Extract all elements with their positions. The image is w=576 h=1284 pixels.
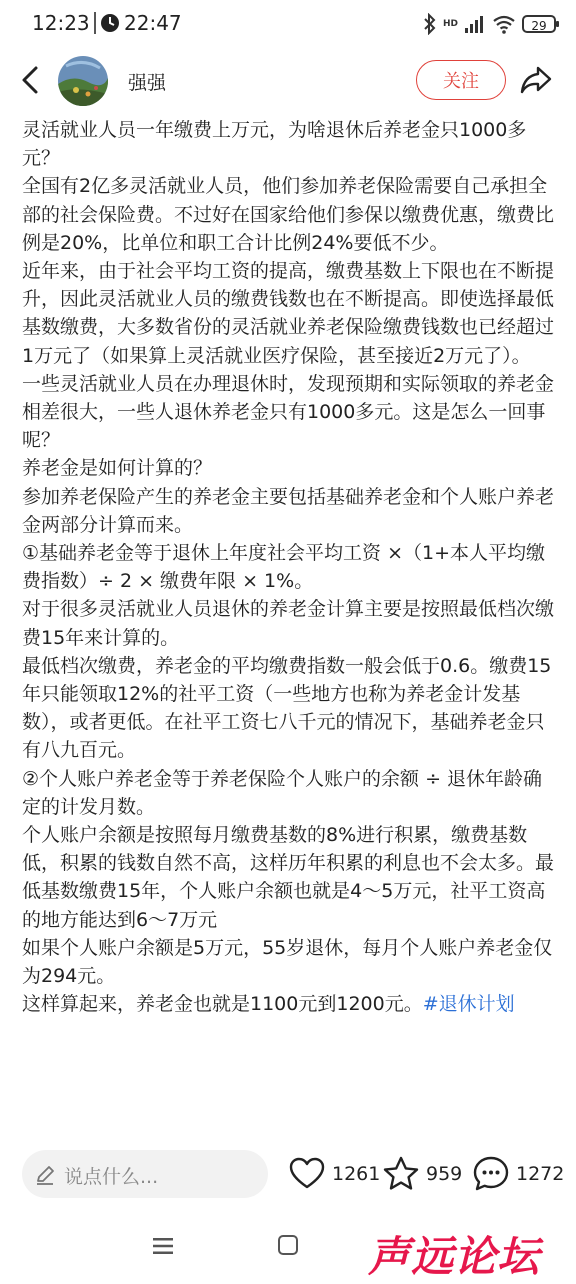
status-bar bbox=[0, 0, 576, 48]
like-count: 1261 bbox=[332, 1163, 381, 1185]
share-icon[interactable] bbox=[518, 62, 554, 98]
article-paragraph: 灵活就业人员一年缴费上万元，为啥退休后养老金只1000多元？ bbox=[22, 119, 527, 170]
article-paragraph: 如果个人账户余额是5万元，55岁退休，每月个人账户养老金仅为294元。 bbox=[22, 936, 553, 988]
status-time: 12:23 bbox=[32, 11, 90, 35]
system-nav-bar bbox=[0, 1216, 576, 1280]
status-time-secondary: 22:47 bbox=[124, 11, 182, 35]
pen-icon bbox=[34, 1164, 56, 1186]
watermark: 声远论坛 bbox=[368, 1232, 541, 1281]
hashtag-link[interactable]: #退休计划 bbox=[422, 993, 515, 1016]
article-paragraph: ②个人账户养老金等于养老保险个人账户的余额 ÷ 退休年龄确定的计发月数。 bbox=[22, 767, 543, 818]
article-paragraph: 对于很多灵活就业人员退休的养老金计算主要是按照最低档次缴费15年来计算的。 bbox=[22, 598, 555, 649]
article-paragraph: 一些灵活就业人员在办理退休时，发现预期和实际领取的养老金相差很大，一些人退休养老金只有1000多元。这是怎么一回事呢？ bbox=[22, 372, 555, 452]
heart-icon bbox=[288, 1155, 326, 1193]
comment-button[interactable] bbox=[472, 1152, 564, 1196]
menu-icon[interactable] bbox=[152, 1236, 174, 1256]
article-body bbox=[22, 116, 558, 1019]
status-icons bbox=[423, 12, 556, 36]
network-hd-label: HD bbox=[442, 19, 458, 29]
article-paragraph: 养老金是如何计算的？ bbox=[22, 457, 213, 480]
home-icon[interactable] bbox=[278, 1235, 298, 1255]
wifi-icon bbox=[492, 14, 516, 34]
status-separator bbox=[94, 12, 96, 34]
comment-bar bbox=[0, 1144, 576, 1204]
comment-placeholder: 说点什么... bbox=[64, 1166, 159, 1188]
star-icon bbox=[382, 1155, 420, 1193]
article-last-text: 这样算起来，养老金也就是1100元到1200元。 bbox=[22, 993, 423, 1016]
article-last-line bbox=[22, 990, 558, 1018]
bluetooth-icon bbox=[423, 13, 437, 35]
article-paragraph: 个人账户余额是按照每月缴费基数的8%进行积累，缴费基数低，积累的钱数自然不高，这样历年积累的利息也不会太多。最低基数缴费15年，个人账户余额也就是4～5万元，社平工资高的地方能达到6～7万元 bbox=[22, 824, 555, 931]
article-paragraph: 全国有2亿多灵活就业人员，他们参加养老保险需要自己承担全部的社会保险费。不过好在国家给他们参保以缴费优惠，缴费比例是20%，比单位和职工合计比例24%要低不少。 bbox=[22, 175, 555, 254]
comment-bubble-icon bbox=[472, 1155, 510, 1193]
article-paragraph: 近年来，由于社会平均工资的提高，缴费基数上下限也在不断提升，因此灵活就业人员的缴费钱数也在不断提高。即使选择最低基数缴费，大多数省份的灵活就业养老保险缴费钱数也已经超过1万元了（如果算上灵活就业医疗保险，甚至接近2万元了）。 bbox=[22, 260, 555, 367]
signal-icon bbox=[464, 14, 486, 34]
avatar-image bbox=[58, 56, 108, 106]
comment-input[interactable] bbox=[22, 1150, 268, 1198]
battery-indicator: 29 bbox=[522, 15, 556, 33]
avatar[interactable] bbox=[58, 56, 108, 106]
like-button[interactable] bbox=[288, 1152, 380, 1196]
header bbox=[0, 48, 576, 114]
article-paragraph: ①基础养老金等于退休上年度社会平均工资 ×（1+本人平均缴费指数）÷ 2 × 缴费年限 × 1%。 bbox=[22, 542, 546, 593]
comment-count: 1272 bbox=[516, 1163, 565, 1185]
article-paragraph: 最低档次缴费，养老金的平均缴费指数一般会低于0.6。缴费15年只能领取12%的社平工资（一些地方也称为养老金计发基数），或者更低。在社平工资七八千元的情况下，基础养老金只有八九百元。 bbox=[22, 654, 552, 762]
username[interactable]: 强强 bbox=[128, 72, 167, 94]
favorite-button[interactable] bbox=[382, 1152, 462, 1196]
clock-icon bbox=[100, 13, 120, 33]
favorite-count: 959 bbox=[426, 1163, 463, 1185]
back-arrow-icon[interactable] bbox=[14, 62, 50, 98]
article-paragraph: 参加养老保险产生的养老金主要包括基础养老金和个人账户养老金两部分计算而来。 bbox=[22, 485, 555, 536]
follow-button[interactable]: 关注 bbox=[416, 60, 506, 100]
